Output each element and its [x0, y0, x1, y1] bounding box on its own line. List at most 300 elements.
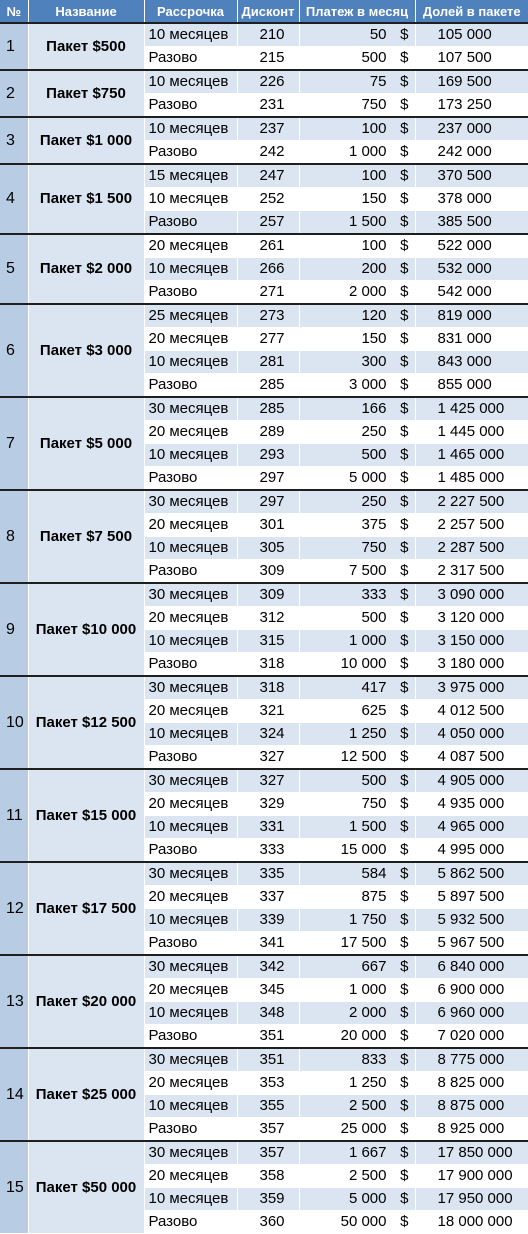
monthly-payment-cell — [299, 583, 415, 607]
currency-sign: $ — [400, 283, 409, 300]
shares-cell: 819 000 — [415, 304, 528, 328]
payment-amount: 1 750 — [348, 911, 387, 928]
package-number: 12 — [0, 862, 28, 955]
installment-cell: 10 месяцев — [144, 188, 237, 211]
currency-sign: $ — [400, 26, 409, 43]
shares-cell: 17 900 000 — [415, 1165, 528, 1188]
package-name: Пакет $20 000 — [28, 955, 144, 1048]
shares-cell: 532 000 — [415, 258, 528, 281]
monthly-payment-cell — [299, 630, 415, 653]
shares-cell: 3 150 000 — [415, 630, 528, 653]
payment-amount: 25 000 — [340, 1120, 387, 1137]
payment-amount: 625 — [361, 702, 387, 719]
package-number: 4 — [0, 164, 28, 234]
shares-cell: 5 862 500 — [415, 862, 528, 886]
installment-cell: 30 месяцев — [144, 862, 237, 886]
monthly-payment-cell — [299, 560, 415, 584]
installment-cell: 20 месяцев — [144, 234, 237, 258]
currency-sign: $ — [400, 1213, 409, 1230]
shares-cell: 5 967 500 — [415, 932, 528, 956]
currency-sign: $ — [400, 167, 409, 184]
package-name: Пакет $15 000 — [28, 769, 144, 862]
discount-cell: 355 — [237, 1095, 299, 1118]
table-row — [0, 164, 528, 188]
shares-cell: 5 897 500 — [415, 886, 528, 909]
discount-cell: 285 — [237, 397, 299, 421]
installment-cell: 15 месяцев — [144, 164, 237, 188]
monthly-payment-cell — [299, 94, 415, 118]
monthly-payment-cell — [299, 421, 415, 444]
payment-amount: 500 — [361, 49, 387, 66]
currency-sign: $ — [400, 400, 409, 417]
installment-cell: Разово — [144, 1118, 237, 1142]
monthly-payment-cell — [299, 1095, 415, 1118]
shares-cell: 107 500 — [415, 47, 528, 71]
discount-cell: 257 — [237, 211, 299, 235]
shares-cell: 4 905 000 — [415, 769, 528, 793]
discount-cell: 324 — [237, 723, 299, 746]
monthly-payment-cell — [299, 514, 415, 537]
monthly-payment-cell — [299, 1072, 415, 1095]
currency-sign: $ — [400, 49, 409, 66]
discount-cell: 329 — [237, 793, 299, 816]
installment-cell: Разово — [144, 1211, 237, 1234]
discount-cell: 289 — [237, 421, 299, 444]
currency-sign: $ — [400, 1074, 409, 1091]
installment-cell: Разово — [144, 94, 237, 118]
currency-sign: $ — [400, 725, 409, 742]
currency-sign: $ — [400, 934, 409, 951]
installment-cell: 20 месяцев — [144, 793, 237, 816]
monthly-payment-cell — [299, 70, 415, 94]
shares-cell: 831 000 — [415, 328, 528, 351]
shares-cell: 2 287 500 — [415, 537, 528, 560]
monthly-payment-cell — [299, 351, 415, 374]
currency-sign: $ — [400, 958, 409, 975]
currency-sign: $ — [400, 632, 409, 649]
header-number: № — [0, 0, 28, 23]
package-name: Пакет $500 — [28, 23, 144, 70]
table-row — [0, 70, 528, 94]
installment-cell: 10 месяцев — [144, 1095, 237, 1118]
installment-cell: Разово — [144, 560, 237, 584]
currency-sign: $ — [400, 1051, 409, 1068]
shares-cell: 522 000 — [415, 234, 528, 258]
currency-sign: $ — [400, 237, 409, 254]
payment-amount: 750 — [361, 539, 387, 556]
discount-cell: 231 — [237, 94, 299, 118]
payment-amount: 5 000 — [348, 1190, 387, 1207]
shares-cell: 1 445 000 — [415, 421, 528, 444]
monthly-payment-cell — [299, 467, 415, 491]
discount-cell: 297 — [237, 490, 299, 514]
package-name: Пакет $5 000 — [28, 397, 144, 490]
package-number: 10 — [0, 676, 28, 769]
table-row — [0, 1141, 528, 1165]
header-row — [0, 0, 528, 23]
monthly-payment-cell — [299, 932, 415, 956]
monthly-payment-cell — [299, 23, 415, 47]
discount-cell: 266 — [237, 258, 299, 281]
package-name: Пакет $25 000 — [28, 1048, 144, 1141]
table-row — [0, 1048, 528, 1072]
discount-cell: 337 — [237, 886, 299, 909]
payment-amount: 1 500 — [348, 213, 387, 230]
payment-amount: 500 — [361, 772, 387, 789]
discount-cell: 333 — [237, 839, 299, 863]
installment-cell: Разово — [144, 281, 237, 305]
shares-cell: 5 932 500 — [415, 909, 528, 932]
shares-cell: 1 425 000 — [415, 397, 528, 421]
currency-sign: $ — [400, 539, 409, 556]
shares-cell: 169 500 — [415, 70, 528, 94]
installment-cell: 10 месяцев — [144, 258, 237, 281]
monthly-payment-cell — [299, 1188, 415, 1211]
discount-cell: 318 — [237, 653, 299, 677]
currency-sign: $ — [400, 1097, 409, 1114]
discount-cell: 357 — [237, 1141, 299, 1165]
payment-amount: 50 000 — [340, 1213, 387, 1230]
table-row — [0, 955, 528, 979]
payment-amount: 1 000 — [348, 981, 387, 998]
table-row — [0, 583, 528, 607]
payment-amount: 150 — [361, 190, 387, 207]
currency-sign: $ — [400, 73, 409, 90]
payment-amount: 1 000 — [348, 632, 387, 649]
monthly-payment-cell — [299, 374, 415, 398]
monthly-payment-cell — [299, 723, 415, 746]
installment-cell: 30 месяцев — [144, 769, 237, 793]
discount-cell: 327 — [237, 769, 299, 793]
discount-cell: 348 — [237, 1002, 299, 1025]
installment-cell: 20 месяцев — [144, 886, 237, 909]
currency-sign: $ — [400, 841, 409, 858]
payment-amount: 500 — [361, 609, 387, 626]
currency-sign: $ — [400, 493, 409, 510]
installment-cell: 10 месяцев — [144, 351, 237, 374]
currency-sign: $ — [400, 1027, 409, 1044]
currency-sign: $ — [400, 702, 409, 719]
discount-cell: 261 — [237, 234, 299, 258]
shares-cell: 4 965 000 — [415, 816, 528, 839]
installment-cell: 10 месяцев — [144, 117, 237, 141]
discount-cell: 297 — [237, 467, 299, 491]
table-row — [0, 676, 528, 700]
payment-amount: 75 — [369, 73, 387, 90]
monthly-payment-cell — [299, 839, 415, 863]
shares-cell: 17 850 000 — [415, 1141, 528, 1165]
discount-cell: 281 — [237, 351, 299, 374]
payment-amount: 50 — [369, 26, 387, 43]
package-number: 11 — [0, 769, 28, 862]
package-name: Пакет $750 — [28, 70, 144, 117]
payment-amount: 250 — [361, 493, 387, 510]
monthly-payment-cell — [299, 886, 415, 909]
shares-cell: 3 180 000 — [415, 653, 528, 677]
currency-sign: $ — [400, 748, 409, 765]
installment-cell: 20 месяцев — [144, 328, 237, 351]
table-row — [0, 862, 528, 886]
shares-cell: 237 000 — [415, 117, 528, 141]
payment-amount: 166 — [361, 400, 387, 417]
table-row — [0, 234, 528, 258]
installment-cell: 20 месяцев — [144, 700, 237, 723]
payment-amount: 250 — [361, 423, 387, 440]
installment-cell: 10 месяцев — [144, 723, 237, 746]
installment-cell: 25 месяцев — [144, 304, 237, 328]
monthly-payment-cell — [299, 793, 415, 816]
currency-sign: $ — [400, 655, 409, 672]
package-name: Пакет $10 000 — [28, 583, 144, 676]
shares-cell: 242 000 — [415, 141, 528, 165]
monthly-payment-cell — [299, 1048, 415, 1072]
discount-cell: 285 — [237, 374, 299, 398]
discount-cell: 271 — [237, 281, 299, 305]
discount-cell: 331 — [237, 816, 299, 839]
monthly-payment-cell — [299, 607, 415, 630]
installment-cell: Разово — [144, 141, 237, 165]
shares-cell: 542 000 — [415, 281, 528, 305]
installment-cell: 20 месяцев — [144, 514, 237, 537]
installment-cell: Разово — [144, 47, 237, 71]
monthly-payment-cell — [299, 700, 415, 723]
shares-cell: 18 000 000 — [415, 1211, 528, 1234]
installment-cell: 30 месяцев — [144, 1048, 237, 1072]
payment-amount: 300 — [361, 353, 387, 370]
monthly-payment-cell — [299, 1025, 415, 1049]
payment-amount: 20 000 — [340, 1027, 387, 1044]
package-name: Пакет $17 500 — [28, 862, 144, 955]
currency-sign: $ — [400, 888, 409, 905]
shares-cell: 1 465 000 — [415, 444, 528, 467]
installment-cell: Разово — [144, 932, 237, 956]
package-number: 7 — [0, 397, 28, 490]
shares-cell: 173 250 — [415, 94, 528, 118]
discount-cell: 242 — [237, 141, 299, 165]
currency-sign: $ — [400, 679, 409, 696]
installment-cell: Разово — [144, 467, 237, 491]
table-row — [0, 23, 528, 47]
shares-cell: 3 120 000 — [415, 607, 528, 630]
discount-cell: 339 — [237, 909, 299, 932]
payment-amount: 150 — [361, 330, 387, 347]
currency-sign: $ — [400, 1167, 409, 1184]
header-discount: Дисконт — [237, 0, 299, 23]
shares-cell: 17 950 000 — [415, 1188, 528, 1211]
shares-cell: 4 050 000 — [415, 723, 528, 746]
shares-cell: 385 500 — [415, 211, 528, 235]
currency-sign: $ — [400, 795, 409, 812]
package-number: 2 — [0, 70, 28, 117]
payment-amount: 2 000 — [348, 1004, 387, 1021]
discount-cell: 293 — [237, 444, 299, 467]
monthly-payment-cell — [299, 490, 415, 514]
installment-cell: Разово — [144, 746, 237, 770]
installment-cell: 30 месяцев — [144, 583, 237, 607]
shares-cell: 855 000 — [415, 374, 528, 398]
payment-amount: 1 000 — [348, 143, 387, 160]
table-row — [0, 117, 528, 141]
payment-amount: 100 — [361, 237, 387, 254]
package-number: 8 — [0, 490, 28, 583]
installment-cell: 10 месяцев — [144, 816, 237, 839]
discount-cell: 315 — [237, 630, 299, 653]
payment-amount: 120 — [361, 307, 387, 324]
installment-cell: 30 месяцев — [144, 676, 237, 700]
installment-cell: 20 месяцев — [144, 607, 237, 630]
monthly-payment-cell — [299, 816, 415, 839]
shares-cell: 3 090 000 — [415, 583, 528, 607]
shares-cell: 8 925 000 — [415, 1118, 528, 1142]
installment-cell: 20 месяцев — [144, 421, 237, 444]
monthly-payment-cell — [299, 328, 415, 351]
header-name: Название — [28, 0, 144, 23]
shares-cell: 8 875 000 — [415, 1095, 528, 1118]
package-name: Пакет $3 000 — [28, 304, 144, 397]
discount-cell: 321 — [237, 700, 299, 723]
payment-amount: 750 — [361, 96, 387, 113]
currency-sign: $ — [400, 818, 409, 835]
monthly-payment-cell — [299, 862, 415, 886]
payment-amount: 667 — [361, 958, 387, 975]
installment-cell: 10 месяцев — [144, 537, 237, 560]
installment-cell: Разово — [144, 374, 237, 398]
shares-cell: 4 935 000 — [415, 793, 528, 816]
discount-cell: 309 — [237, 583, 299, 607]
currency-sign: $ — [400, 376, 409, 393]
installment-cell: 10 месяцев — [144, 23, 237, 47]
monthly-payment-cell — [299, 676, 415, 700]
installment-cell: 10 месяцев — [144, 444, 237, 467]
installment-cell: 10 месяцев — [144, 909, 237, 932]
monthly-payment-cell — [299, 653, 415, 677]
package-number: 15 — [0, 1141, 28, 1234]
payment-amount: 10 000 — [340, 655, 387, 672]
payment-amount: 1 667 — [348, 1144, 387, 1161]
monthly-payment-cell — [299, 188, 415, 211]
discount-cell: 357 — [237, 1118, 299, 1142]
shares-cell: 4 087 500 — [415, 746, 528, 770]
shares-cell: 6 840 000 — [415, 955, 528, 979]
package-number: 3 — [0, 117, 28, 164]
monthly-payment-cell — [299, 769, 415, 793]
monthly-payment-cell — [299, 117, 415, 141]
installment-cell: Разово — [144, 211, 237, 235]
currency-sign: $ — [400, 446, 409, 463]
installment-cell: 20 месяцев — [144, 1072, 237, 1095]
currency-sign: $ — [400, 1190, 409, 1207]
payment-amount: 417 — [361, 679, 387, 696]
monthly-payment-cell — [299, 909, 415, 932]
payment-amount: 7 500 — [348, 562, 387, 579]
discount-cell: 273 — [237, 304, 299, 328]
currency-sign: $ — [400, 213, 409, 230]
currency-sign: $ — [400, 1120, 409, 1137]
discount-cell: 305 — [237, 537, 299, 560]
currency-sign: $ — [400, 772, 409, 789]
payment-amount: 2 500 — [348, 1167, 387, 1184]
monthly-payment-cell — [299, 1165, 415, 1188]
shares-cell: 6 900 000 — [415, 979, 528, 1002]
discount-cell: 210 — [237, 23, 299, 47]
monthly-payment-cell — [299, 746, 415, 770]
shares-cell: 8 775 000 — [415, 1048, 528, 1072]
discount-cell: 226 — [237, 70, 299, 94]
shares-cell: 6 960 000 — [415, 1002, 528, 1025]
discount-cell: 345 — [237, 979, 299, 1002]
payment-amount: 584 — [361, 865, 387, 882]
payment-amount: 1 250 — [348, 725, 387, 742]
currency-sign: $ — [400, 120, 409, 137]
monthly-payment-cell — [299, 281, 415, 305]
shares-cell: 2 257 500 — [415, 514, 528, 537]
currency-sign: $ — [400, 307, 409, 324]
shares-cell: 843 000 — [415, 351, 528, 374]
shares-cell: 105 000 — [415, 23, 528, 47]
monthly-payment-cell — [299, 1211, 415, 1234]
payment-amount: 2 500 — [348, 1097, 387, 1114]
installment-cell: 30 месяцев — [144, 490, 237, 514]
discount-cell: 312 — [237, 607, 299, 630]
monthly-payment-cell — [299, 955, 415, 979]
currency-sign: $ — [400, 516, 409, 533]
discount-cell: 351 — [237, 1048, 299, 1072]
package-name: Пакет $50 000 — [28, 1141, 144, 1234]
shares-cell: 8 825 000 — [415, 1072, 528, 1095]
discount-cell: 327 — [237, 746, 299, 770]
currency-sign: $ — [400, 586, 409, 603]
payment-amount: 500 — [361, 446, 387, 463]
payment-amount: 100 — [361, 167, 387, 184]
header-shares: Долей в пакете — [415, 0, 528, 23]
package-number: 1 — [0, 23, 28, 70]
packages-body — [0, 23, 528, 1234]
monthly-payment-cell — [299, 537, 415, 560]
monthly-payment-cell — [299, 234, 415, 258]
package-name: Пакет $12 500 — [28, 676, 144, 769]
discount-cell: 215 — [237, 47, 299, 71]
currency-sign: $ — [400, 609, 409, 626]
discount-cell: 277 — [237, 328, 299, 351]
table-row — [0, 769, 528, 793]
currency-sign: $ — [400, 96, 409, 113]
installment-cell: 10 месяцев — [144, 1188, 237, 1211]
installment-cell: Разово — [144, 839, 237, 863]
installment-cell: 20 месяцев — [144, 1165, 237, 1188]
shares-cell: 2 227 500 — [415, 490, 528, 514]
installment-cell: 30 месяцев — [144, 955, 237, 979]
monthly-payment-cell — [299, 47, 415, 71]
discount-cell: 247 — [237, 164, 299, 188]
payment-amount: 2 000 — [348, 283, 387, 300]
currency-sign: $ — [400, 353, 409, 370]
package-number: 5 — [0, 234, 28, 304]
installment-cell: 30 месяцев — [144, 1141, 237, 1165]
package-number: 14 — [0, 1048, 28, 1141]
discount-cell: 318 — [237, 676, 299, 700]
discount-cell: 353 — [237, 1072, 299, 1095]
installment-cell: 10 месяцев — [144, 70, 237, 94]
discount-cell: 335 — [237, 862, 299, 886]
table-row — [0, 304, 528, 328]
currency-sign: $ — [400, 423, 409, 440]
package-name: Пакет $1 500 — [28, 164, 144, 234]
shares-cell: 7 020 000 — [415, 1025, 528, 1049]
discount-cell: 351 — [237, 1025, 299, 1049]
currency-sign: $ — [400, 469, 409, 486]
currency-sign: $ — [400, 143, 409, 160]
payment-amount: 3 000 — [348, 376, 387, 393]
